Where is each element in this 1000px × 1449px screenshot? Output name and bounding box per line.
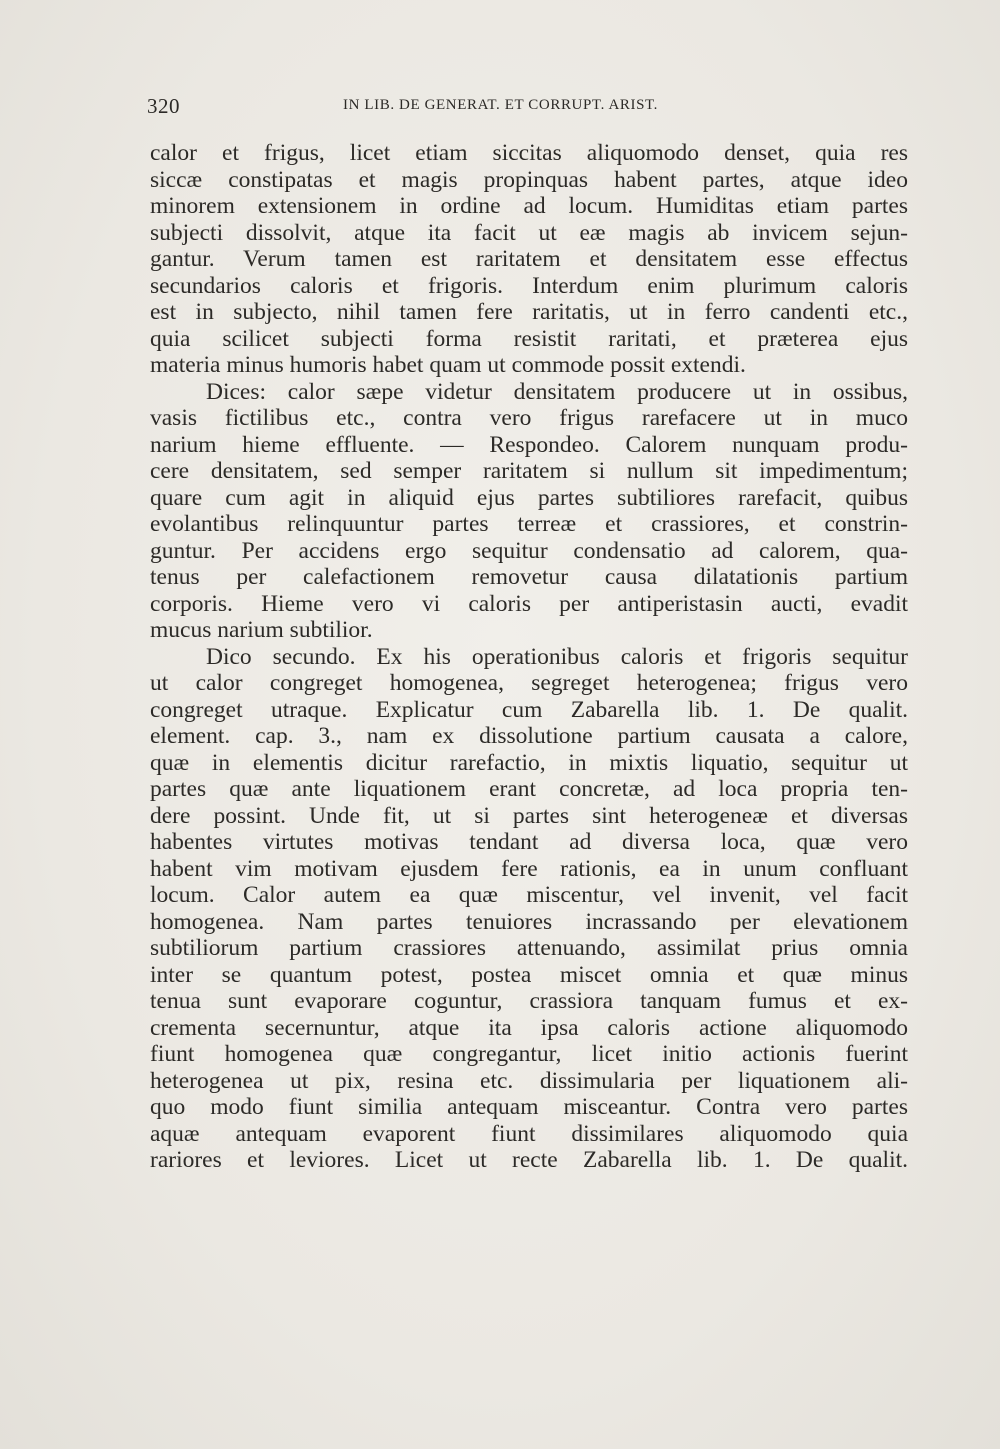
paragraph (150, 644, 908, 1174)
text-line: quia scilicet subjecti forma resistit raritati, et præterea ejus (150, 325, 908, 352)
text-line: secundarios caloris et frigoris. Interdum enim plurimum caloris (150, 272, 908, 299)
text-line: calor et frigus, licet etiam siccitas aliquomodo denset, quia res (150, 140, 908, 166)
text-line: congreget utraque. Explicatur cum Zabarella lib. 1. De qualit. (150, 696, 908, 723)
text-line: habentes virtutes motivas tendant ad diversa loca, quæ vero (150, 829, 908, 855)
text-line: mucus narium subtilior. (150, 617, 373, 643)
text-line: habent vim motivam ejusdem fere rationis, ea in unum confluant (150, 855, 908, 882)
text-line: tenus per calefactionem removetur causa dilatationis partium (150, 564, 908, 590)
text-line: inter se quantum potest, postea miscet omnia et quæ minus (150, 961, 908, 988)
text-line: guntur. Per accidens ergo sequitur condensatio ad calorem, qua- (150, 537, 908, 564)
text-line: crementa secernuntur, atque ita ipsa caloris actione aliquomodo (150, 1014, 908, 1041)
text-line: narium hieme effluente. — Respondeo. Calorem nunquam produ- (150, 431, 908, 458)
text-line: subjecti dissolvit, atque ita facit ut eæ magis ab invicem sejun- (150, 219, 908, 246)
text-line: minorem extensionem in ordine ad locum. Humiditas etiam partes (150, 193, 908, 219)
text-line: partes quæ ante liquationem erant concretæ, ad loca propria ten- (150, 776, 908, 802)
text-line: aquæ antequam evaporent fiunt dissimilares aliquomodo quia (150, 1120, 908, 1147)
body-text (150, 140, 908, 1174)
text-line: quo modo fiunt similia antequam misceantur. Contra vero partes (150, 1094, 908, 1120)
text-line: materia minus humoris habet quam ut commode possit extendi. (150, 352, 746, 378)
text-line: corporis. Hieme vero vi caloris per antiperistasin aucti, evadit (150, 590, 908, 617)
text-line: dere possint. Unde fit, ut si partes sint heterogeneæ et diversas (150, 802, 908, 829)
text-line: tenua sunt evaporare coguntur, crassiora tanquam fumus et ex- (150, 988, 908, 1014)
text-line: est in subjecto, nihil tamen fere raritatis, ut in ferro candenti etc., (150, 299, 908, 325)
text-line: fiunt homogenea quæ congregantur, licet initio actionis fuerint (150, 1041, 908, 1067)
text-line: quæ in elementis dicitur rarefactio, in mixtis liquatio, sequitur ut (150, 749, 908, 776)
text-line: evolantibus relinquuntur partes terreæ et crassiores, et constrin- (150, 511, 908, 537)
text-line: Dices: calor sæpe videtur densitatem producere ut in ossibus, (206, 378, 908, 405)
text-line: subtiliorum partium crassiores attenuando, assimilat prius omnia (150, 935, 908, 961)
text-line: ut calor congreget homogenea, segreget heterogenea; frigus vero (150, 670, 908, 696)
text-line: element. cap. 3., nam ex dissolutione partium causata a calore, (150, 723, 908, 749)
page-header (147, 94, 907, 118)
text-line: heterogenea ut pix, resina etc. dissimularia per liquationem ali- (150, 1067, 908, 1094)
text-line: siccæ constipatas et magis propinquas habent partes, atque ideo (150, 166, 908, 193)
text-line: quare cum agit in aliquid ejus partes subtiliores rarefacit, quibus (150, 484, 908, 511)
text-line: homogenea. Nam partes tenuiores incrassando per elevationem (150, 908, 908, 935)
page-number: 320 (147, 94, 180, 118)
text-line: vasis fictilibus etc., contra vero frigus rarefacere ut in muco (150, 405, 908, 431)
paragraph (150, 140, 908, 379)
text-line: gantur. Verum tamen est raritatem et densitatem esse effectus (150, 246, 908, 272)
text-line: rariores et leviores. Licet ut recte Zabarella lib. 1. De qualit. (150, 1147, 908, 1173)
text-line: locum. Calor autem ea quæ miscentur, vel invenit, vel facit (150, 882, 908, 908)
text-line: Dico secundo. Ex his operationibus caloris et frigoris sequitur (206, 643, 908, 670)
text-line: cere densitatem, sed semper raritatem si nullum sit impedimentum; (150, 458, 908, 484)
running-head: IN LIB. DE GENERAT. ET CORRUPT. ARIST. (343, 97, 659, 113)
paragraph (150, 379, 908, 644)
